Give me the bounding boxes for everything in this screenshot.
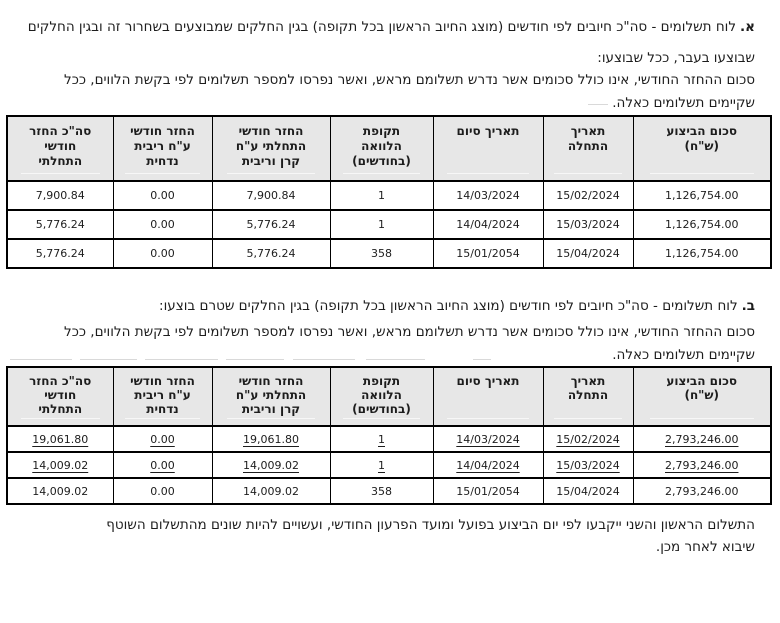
form-field-line — [226, 359, 284, 360]
table-b-header — [7, 367, 771, 426]
section-a-line1: לוח תשלומים - סה"כ חיובים לפי חודשים (מוצג החיוב הראשון בכל תקופה) בגין החלקים שמבוצעים בשחרור זה ובגין החלקים — [27, 19, 737, 35]
cell: 358 — [330, 239, 433, 268]
cell: 0.00 — [113, 478, 212, 504]
form-field-line — [366, 359, 425, 360]
cell: 2,793,246.00 — [633, 426, 771, 452]
col-initial-monthly-principal-interest: החזר חודשי התחלתי ע"ח קרן וריבית — [212, 116, 330, 181]
cell: 14/04/2024 — [433, 452, 543, 478]
payment-schedule-table-b — [6, 366, 772, 505]
form-field-line — [293, 359, 355, 360]
cell: 14/03/2024 — [433, 181, 543, 210]
col-end-date: תאריך סיום — [433, 367, 543, 426]
cell: 15/03/2024 — [543, 452, 633, 478]
table-header-row — [7, 367, 771, 426]
cell: 1 — [330, 452, 433, 478]
section-b-note-line2: שקיימים תשלומים כאלה. — [612, 347, 755, 363]
cell: 15/04/2024 — [543, 239, 633, 268]
col-monthly-deferred-interest: החזר חודשי ע"ח ריבית נדחית — [113, 367, 212, 426]
cell: 19,061.80 — [7, 426, 113, 452]
section-b-heading — [22, 294, 755, 318]
col-monthly-deferred-interest: החזר חודשי ע"ח ריבית נדחית — [113, 116, 212, 181]
section-b-line1: לוח תשלומים - סה"כ חיובים לפי חודשים (מוצג החיוב הראשון בכל תקופה) בגין החלקים שטרם בוצעו: — [159, 298, 738, 314]
table-row — [7, 210, 771, 239]
cell: 0.00 — [113, 426, 212, 452]
form-field-line — [473, 359, 491, 360]
section-b-marker: ב. — [741, 298, 755, 314]
cell: 1 — [330, 181, 433, 210]
table-row-underlined — [7, 426, 771, 452]
cell: 1 — [330, 426, 433, 452]
cell: 14,009.02 — [7, 452, 113, 478]
section-b-note — [22, 321, 755, 367]
form-field-line — [80, 359, 137, 360]
section-a-heading — [22, 12, 755, 74]
cell: 1 — [330, 210, 433, 239]
cell: 1,126,754.00 — [633, 181, 771, 210]
table-a-header — [7, 116, 771, 181]
col-initial-monthly-principal-interest: החזר חודשי התחלתי ע"ח קרן וריבית — [212, 367, 330, 426]
table-row — [7, 181, 771, 210]
col-end-date: תאריך סיום — [433, 116, 543, 181]
section-b-note-line1: סכום ההחזר החודשי, אינו כולל סכומים אשר נדרש תשלומם מראש, ואשר נפרסו למספר תשלומים לפי בקשת הלווים, ככל — [64, 324, 755, 340]
cell: 0.00 — [113, 452, 212, 478]
section-a-note-line2: שקיימים תשלומים כאלה. — [612, 95, 755, 111]
col-loan-period: תקופת הלוואה (בחודשים) — [330, 367, 433, 426]
table-row-underlined — [7, 452, 771, 478]
footer-note-line2: שיבוא לאחר מכן. — [655, 539, 755, 555]
cell: 15/01/2054 — [433, 478, 543, 504]
table-header-row — [7, 116, 771, 181]
table-row — [7, 478, 771, 504]
col-start-date: תאריך התחלה — [543, 116, 633, 181]
cell: 14/03/2024 — [433, 426, 543, 452]
form-field-line — [10, 359, 72, 360]
cell: 5,776.24 — [212, 239, 330, 268]
cell: 14/04/2024 — [433, 210, 543, 239]
cell: 7,900.84 — [7, 181, 113, 210]
col-total-initial-monthly: סה"כ החזר חודשי התחלתי — [7, 367, 113, 426]
cell: 14,009.02 — [7, 478, 113, 504]
cell: 14,009.02 — [212, 452, 330, 478]
cell: 2,793,246.00 — [633, 452, 771, 478]
footer-note — [22, 514, 755, 558]
col-execution-amount: סכום הביצוע (ש"ח) — [633, 367, 771, 426]
cell: 15/03/2024 — [543, 210, 633, 239]
section-a-note — [22, 69, 755, 115]
cell: 15/02/2024 — [543, 426, 633, 452]
col-execution-amount: סכום הביצוע (ש"ח) — [633, 116, 771, 181]
section-a-marker: א. — [740, 19, 755, 35]
cell: 1,126,754.00 — [633, 239, 771, 268]
cell: 0.00 — [113, 239, 212, 268]
section-a-note-line1: סכום ההחזר החודשי, אינו כולל סכומים אשר נדרש תשלומם מראש, ואשר נפרסו למספר תשלומים לפי בקשת הלווים, ככל — [64, 72, 755, 88]
cell: 1,126,754.00 — [633, 210, 771, 239]
cell: 5,776.24 — [7, 239, 113, 268]
cell: 2,793,246.00 — [633, 478, 771, 504]
col-start-date: תאריך התחלה — [543, 367, 633, 426]
footer-note-line1: התשלום הראשון והשני ייקבעו לפי יום הביצוע בפועל ומועד הפרעון החודשי, ועשויים להיות שונים מהתשלום השוטף — [106, 517, 755, 533]
cell: 0.00 — [113, 210, 212, 239]
section-a-line2: שבוצעו בעבר, ככל שבוצעו: — [597, 50, 755, 66]
form-field-line — [145, 359, 218, 360]
payment-schedule-table-a — [6, 115, 772, 269]
cell: 15/04/2024 — [543, 478, 633, 504]
cell: 358 — [330, 478, 433, 504]
col-total-initial-monthly: סה"כ החזר חודשי התחלתי — [7, 116, 113, 181]
col-loan-period: תקופת הלוואה (בחודשים) — [330, 116, 433, 181]
cell: 5,776.24 — [7, 210, 113, 239]
cell: 15/02/2024 — [543, 181, 633, 210]
cell: 14,009.02 — [212, 478, 330, 504]
table-row — [7, 239, 771, 268]
cell: 19,061.80 — [212, 426, 330, 452]
cell: 15/01/2054 — [433, 239, 543, 268]
form-field-line — [588, 104, 608, 105]
cell: 0.00 — [113, 181, 212, 210]
cell: 5,776.24 — [212, 210, 330, 239]
cell: 7,900.84 — [212, 181, 330, 210]
